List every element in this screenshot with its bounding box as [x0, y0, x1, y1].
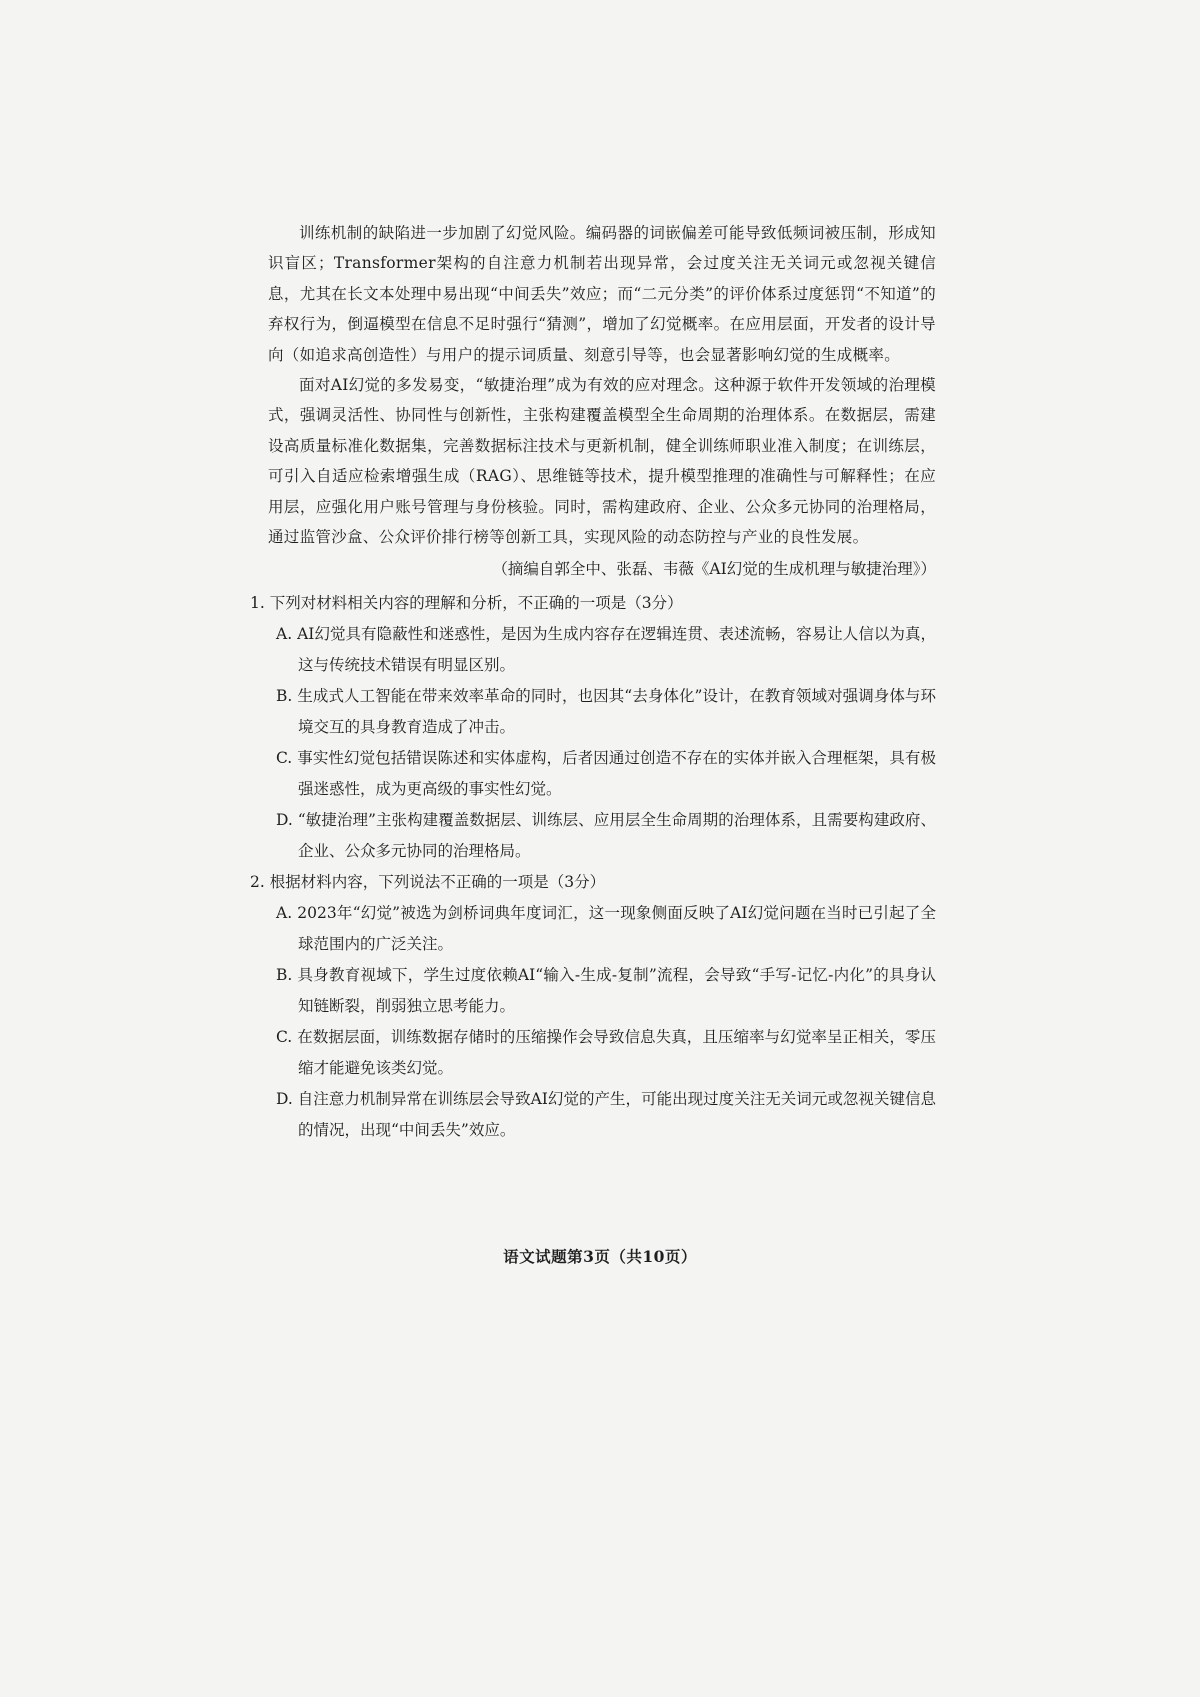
question-2-option-d: D. 自注意力机制异常在训练层会导致AI幻觉的产生，可能出现过度关注无关词元或忽视关键信息的情况，出现“中间丢失”效应。: [276, 1090, 936, 1140]
passage-paragraph-2: 面对AI幻觉的多发易变，“敏捷治理”成为有效的应对理念。这种源于软件开发领域的治理模式，强调灵活性、协同性与创新性，主张构建覆盖模型全生命周期的治理体系。在数据层，需建设高质量标准化数据集，完善数据标注技术与更新机制，健全训练师职业准入制度；在训练层，可引入自适应检索增强生成（RAG）、思维链等技术，提升模型推理的准确性与可解释性；在应用层，应强化用户账号管理与身份核验。同时，需构建政府、企业、公众多元协同的治理格局，通过监管沙盒、公众评价排行榜等创新工具，实现风险的动态防控与产业的良性发展。: [268, 376, 936, 547]
question-1-option-d: D. “敏捷治理”主张构建覆盖数据层、训练层、应用层全生命周期的治理体系，且需要构建政府、企业、公众多元协同的治理格局。: [276, 811, 936, 861]
question-1: [250, 588, 936, 867]
source-citation: （摘编自郭全中、张磊、韦薇《AI幻觉的生成机理与敏捷治理》）: [492, 560, 936, 579]
exam-page: [250, 218, 936, 1146]
question-1-stem: 1. 下列对材料相关内容的理解和分析，不正确的一项是（3分）: [250, 594, 683, 613]
question-2-stem: 2. 根据材料内容，下列说法不正确的一项是（3分）: [250, 873, 606, 892]
question-2: [250, 867, 936, 1146]
question-1-option-c: C. 事实性幻觉包括错误陈述和实体虚构，后者因通过创造不存在的实体并嵌入合理框架，具有极强迷惑性，成为更高级的事实性幻觉。: [276, 749, 936, 799]
question-2-option-b: B. 具身教育视域下，学生过度依赖AI“输入-生成-复制”流程，会导致“手写-记忆-内化”的具身认知链断裂，削弱独立思考能力。: [276, 966, 936, 1016]
page-footer: 语文试题第3页（共10页）: [503, 1247, 697, 1266]
question-1-option-a: A. AI幻觉具有隐蔽性和迷惑性，是因为生成内容存在逻辑连贯、表述流畅，容易让人信以为真，这与传统技术错误有明显区别。: [276, 625, 936, 675]
question-2-option-c: C. 在数据层面，训练数据存储时的压缩操作会导致信息失真，且压缩率与幻觉率呈正相关，零压缩才能避免该类幻觉。: [276, 1028, 936, 1078]
question-1-option-b: B. 生成式人工智能在带来效率革命的同时，也因其“去身体化”设计，在教育领域对强调身体与环境交互的具身教育造成了冲击。: [276, 687, 936, 737]
question-2-option-a: A. 2023年“幻觉”被选为剑桥词典年度词汇，这一现象侧面反映了AI幻觉问题在当时已引起了全球范围内的广泛关注。: [276, 904, 936, 954]
passage-paragraph-1: 训练机制的缺陷进一步加剧了幻觉风险。编码器的词嵌偏差可能导致低频词被压制，形成知识盲区；Transformer架构的自注意力机制若出现异常，会过度关注无关词元或忽视关键信息，尤其在长文本处理中易出现“中间丢失”效应；而“二元分类”的评价体系过度惩罚“不知道”的弃权行为，倒逼模型在信息不足时强行“猜测”，增加了幻觉概率。在应用层面，开发者的设计导向（如追求高创造性）与用户的提示词质量、刻意引导等，也会显著影响幻觉的生成概率。: [268, 224, 936, 364]
